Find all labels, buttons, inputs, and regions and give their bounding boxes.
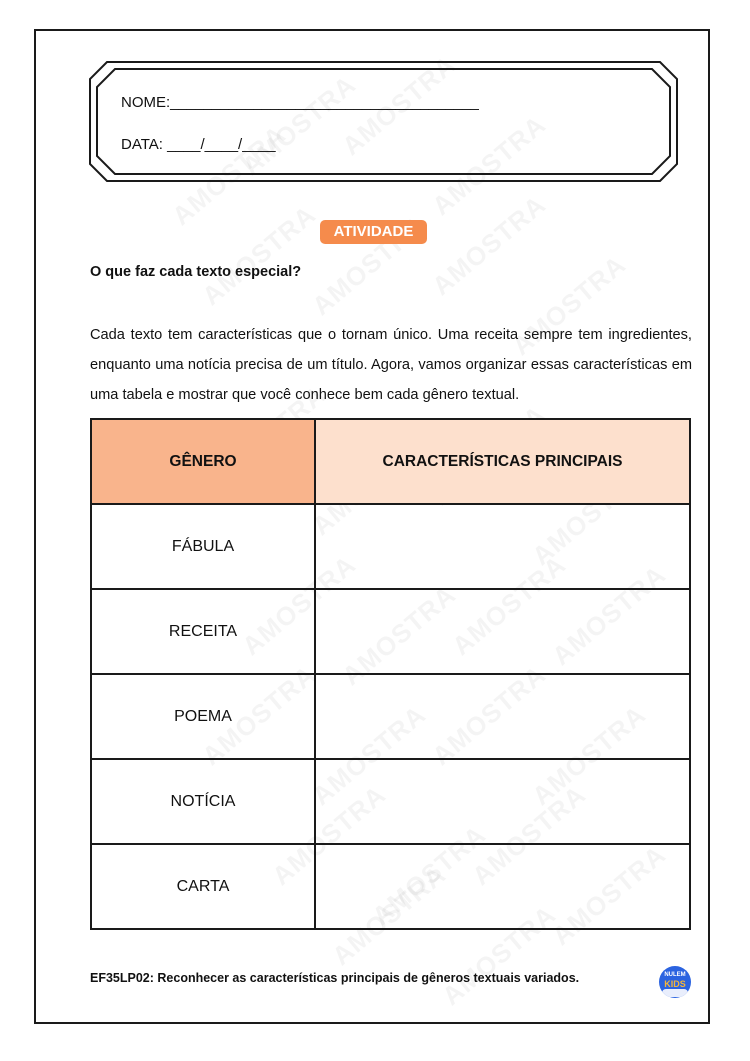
name-field[interactable] (121, 94, 479, 111)
table-header-row (91, 419, 690, 504)
answer-cell[interactable] (315, 674, 690, 759)
genre-cell: CARTA (91, 844, 315, 929)
brand-logo-icon (659, 966, 691, 998)
logo-cloud-shape (662, 989, 688, 997)
logo-text-bottom: KIDS (664, 979, 686, 989)
answer-cell[interactable] (315, 589, 690, 674)
table-row (91, 504, 690, 589)
question-heading: O que faz cada texto especial? (90, 264, 302, 280)
table-row (91, 844, 690, 929)
octagon-border (89, 61, 678, 182)
instructions-paragraph: Cada texto tem características que o tornam único. Uma receita sempre tem ingredientes, enquanto uma notícia precisa de um título. Agora, vamos organizar essas características em uma tabela e mostrar que você conhece bem cada gênero textual. (90, 327, 692, 403)
date-label: DATA: (121, 136, 163, 153)
date-line[interactable]: ____/____/____ (167, 136, 276, 153)
name-line[interactable]: _____________________________________ (170, 94, 479, 111)
skill-footer: EF35LP02: Reconhecer as características principais de gêneros textuais variados. (90, 971, 580, 985)
table-row (91, 759, 690, 844)
genre-cell: FÁBULA (91, 504, 315, 589)
answer-cell[interactable] (315, 504, 690, 589)
name-label: NOME: (121, 94, 171, 111)
genre-cell: NOTÍCIA (91, 759, 315, 844)
table-row (91, 674, 690, 759)
table-row (91, 589, 690, 674)
header-caracteristicas: CARACTERÍSTICAS PRINCIPAIS (315, 419, 690, 504)
date-field[interactable] (121, 136, 276, 153)
genre-cell: POEMA (91, 674, 315, 759)
logo-text-top: NULEM (664, 972, 686, 978)
answer-cell[interactable] (315, 759, 690, 844)
answer-cell[interactable] (315, 844, 690, 929)
student-info-box (89, 61, 678, 182)
genre-cell: RECEITA (91, 589, 315, 674)
activity-badge: ATIVIDADE (320, 220, 427, 244)
header-genero: GÊNERO (91, 419, 315, 504)
genre-table (90, 418, 691, 930)
